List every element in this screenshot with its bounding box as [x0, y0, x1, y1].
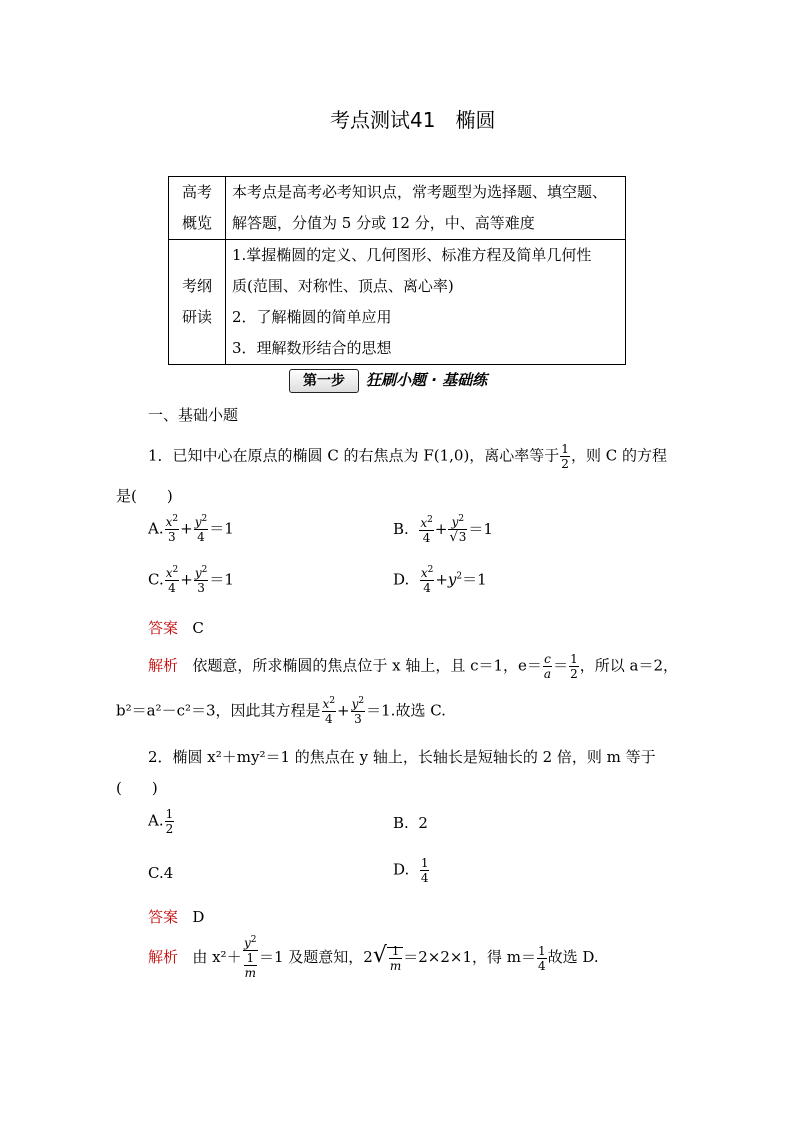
row-header: 高考 概览 [169, 177, 226, 240]
answer-2: 答案 D [148, 908, 205, 926]
row-content: 本考点是高考必考知识点，常考题型为选择题、填空题、 解答题，分值为 5 分或 12 分，中、高等难度 [226, 177, 626, 240]
row-header: 考纲 研读 [169, 240, 226, 365]
option-d[interactable]: D. $\frac{1}{4}$ [393, 856, 429, 885]
question-2-stem-cont: ( ) [116, 779, 158, 797]
option-b[interactable]: B. $\frac{x^2}{4}$ + $\frac{y^2}{√3}$ ＝1 [393, 514, 493, 545]
answer-label: 答案 [148, 908, 179, 926]
table-row [169, 177, 626, 240]
analysis-label: 解析 [148, 656, 179, 675]
answer-label: 答案 [148, 619, 179, 637]
analysis-1-line1: 解析 依题意，所求椭圆的焦点位于 x 轴上，且 c＝1，e＝ $\frac{c}{a}$ ＝ $\frac{1}{2}$ ，所以 a＝2， [148, 652, 678, 681]
row-content: 1.掌握椭圆的定义、几何图形、标准方程及简单几何性 质(范围、对称性、顶点、离心率) 2．了解椭圆的简单应用 3．理解数形结合的思想 [226, 240, 626, 365]
fraction: $\frac{1}{2}$ [561, 442, 569, 471]
analysis-2: 解析 由 x²＋ $\frac{y^2}{\frac{1}{m}}$ ＝1 及题意知，2√ $\frac{1}{m}$ ＝2×2×1，得 m＝ $\frac{1}{4}$ 故选 D. [148, 935, 599, 980]
option-b[interactable]: B. 2 [393, 814, 428, 832]
option-d[interactable]: D. $\frac{x^2}{4}$ $+y^2=1$ [393, 565, 487, 595]
question-1-stem-cont: 是( ) [116, 487, 173, 505]
option-a[interactable]: A. $\frac{1}{2}$ [148, 807, 174, 836]
analysis-1-line2: b²＝a²－c²＝3，因此其方程是 $\frac{x^2}{4}$ + $\frac{y^2}{3}$ ＝1.故选 C. [116, 696, 446, 726]
option-c[interactable]: C.4 [148, 864, 174, 882]
question-2-stem: 2．椭圆 x²＋my²＝1 的焦点在 y 轴上，长轴长是短轴长的 2 倍，则 m 等于 [148, 748, 656, 766]
step-badge: 第一步 [289, 369, 359, 393]
question-1-stem: 1．已知中心在原点的椭圆 C 的右焦点为 F(1,0)，离心率等于 $\frac{1}{2}$ ，则 C 的方程 [148, 442, 667, 471]
section-heading: 一、基础小题 [148, 406, 239, 424]
table-row [169, 240, 626, 365]
step-title: 狂刷小题 · 基础练 [366, 371, 488, 389]
overview-table [168, 176, 626, 365]
option-a[interactable]: A. $\frac{x^2}{3}$ + $\frac{y^2}{4}$ ＝1 [148, 514, 234, 544]
analysis-label: 解析 [148, 948, 179, 966]
option-c[interactable]: C. $\frac{x^2}{4}$ + $\frac{y^2}{3}$ ＝1 [148, 565, 234, 595]
answer-1: 答案 C [148, 619, 204, 637]
page-title: 考点测试41 椭圆 [330, 108, 496, 132]
